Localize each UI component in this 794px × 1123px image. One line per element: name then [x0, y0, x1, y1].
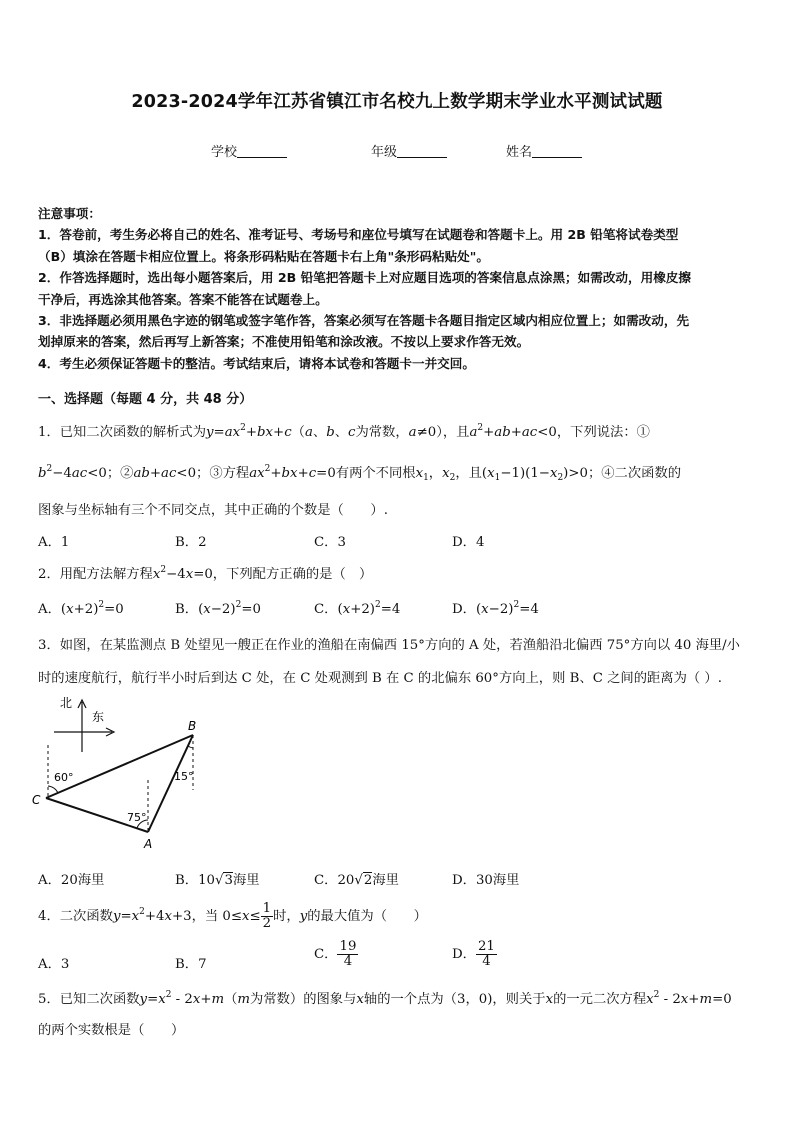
- notice-line: 4．考生必须保证答题卡的整洁。考试结束后，请将本试卷和答题卡一并交回。: [38, 355, 475, 371]
- section-heading: 一、选择题（每题 4 分，共 48 分）: [38, 392, 253, 407]
- q3-figure: [30, 690, 210, 855]
- angle-60-label: 60°: [54, 771, 74, 784]
- school-field: [211, 141, 287, 160]
- name-field: [506, 141, 582, 160]
- school-blank: [237, 145, 287, 158]
- q2-option-a: A．$(x+2)^2=0$: [38, 600, 124, 617]
- q3-option-d: D．30海里: [452, 873, 520, 888]
- fraction-one-half: $\frac{1}{2}$: [262, 901, 272, 931]
- notice-line: 2．作答选择题时，选出每小题答案后，用 2B 铅笔把答题卡上对应题目选项的答案信息点涂黑；如需改动，用橡皮擦: [38, 270, 691, 286]
- grade-label: 年级: [371, 145, 398, 160]
- notice-line: 3．非选择题必须用黑色字迹的钢笔或签字笔作答，答案必须写在答题卡各题目指定区域内相应位置上；如需改动，先: [38, 313, 690, 329]
- q3-line-1: 3．如图，在某监测点 B 处望见一艘正在作业的渔船在南偏西 15°方向的 A 处，若渔船沿北偏西 75°方向以 40 海里/小: [38, 638, 740, 653]
- q2-option-d: D．$(x-2)^2=4$: [452, 600, 539, 617]
- angle-75-label: 75°: [127, 811, 147, 824]
- point-b-label: B: [188, 719, 197, 733]
- notice-line: （B）填涂在答题卡相应位置上。将条形码粘贴在答题卡右上角"条形码粘贴处"。: [38, 248, 489, 264]
- angle-15-label: 15°: [174, 770, 194, 783]
- name-blank: [532, 145, 582, 158]
- notice-line: 干净后，再选涂其他答案。答案不能答在试题卷上。: [38, 291, 328, 307]
- q4-option-d: D． $\frac{21}{4}$: [452, 939, 495, 969]
- q3-line-2: 时的速度航行，航行半小时后到达 C 处，在 C 处观测到 B 在 C 的北偏东 60°方向上，则 B、C 之间的距离为（ ）.: [38, 671, 722, 686]
- q5-line-2: 的两个实数根是（ ）: [38, 1023, 185, 1038]
- q4-option-c: C． $\frac{19}{4}$: [314, 939, 357, 969]
- q1-option-a: A．1: [38, 535, 70, 550]
- notice-block: [38, 203, 760, 374]
- grade-blank: [397, 145, 447, 158]
- q3-option-a: A．20海里: [38, 873, 105, 888]
- q1-line-3: 图象与坐标轴有三个不同交点，其中正确的个数是（ ）.: [38, 503, 388, 518]
- segment-cb: [46, 735, 193, 798]
- page-title: 2023-2024学年江苏省镇江市名校九上数学期末学业水平测试试题: [131, 92, 663, 112]
- grade-field: [371, 141, 447, 160]
- notice-line: 1．答卷前，考生务必将自己的姓名、准考证号、考场号和座位号填写在试题卷和答题卡上。用 2B 铅笔将试卷类型: [38, 227, 679, 243]
- q1-option-b: B．2: [175, 535, 207, 550]
- q1-line-2: $b^2-4ac<0$；②ab+ac<0；③方程$ax^2+bx+c=0$有两个不同根$x_1$，$x_2$，且$(x_1-1)(1-x_2)>0$；④二次函数的: [38, 464, 682, 483]
- q2-option-c: C．$(x+2)^2=4$: [314, 600, 401, 617]
- point-c-label: C: [32, 793, 41, 807]
- notice-line: 划掉原来的答案，然后再写上新答案；不准使用铅笔和涂改液。不按以上要求作答无效。: [38, 334, 530, 350]
- q3-option-c: C．20√2海里: [314, 873, 399, 888]
- q4-stem: 4．二次函数$y=x^2+4x+3$，当 0≤x≤ $\frac{1}{2}$ 时，y的最大值为（ ）: [38, 901, 427, 931]
- q4-option-a: A．3: [38, 957, 70, 972]
- notice-heading: 注意事项：: [38, 206, 101, 221]
- angle-arc-b: [188, 746, 193, 748]
- school-label: 学校: [211, 145, 238, 160]
- q2-option-b: B．$(x-2)^2=0$: [175, 600, 261, 617]
- name-label: 姓名: [506, 145, 533, 160]
- point-a-label: A: [144, 837, 153, 851]
- q3-option-b: B．10√3海里: [175, 873, 260, 888]
- q4-option-b: B．7: [175, 957, 207, 972]
- q2-stem: 2．用配方法解方程$x^2-4x=0$，下列配方正确的是（ ）: [38, 565, 373, 582]
- q5-line-1: 5．已知二次函数$y=x^2 - 2x+m(m$为常数）的图象与x轴的一个点为（3，0)，则关于x的一元二次方程$x^2 - 2x+m=0$: [38, 990, 732, 1007]
- segment-ba: [148, 735, 193, 832]
- q1-line-1: 1．已知二次函数的解析式为$y=ax^2+bx+c(a$、b、c为常数，a≠0），且$a^2+ab+ac<0$，下列说法：①: [38, 423, 650, 440]
- angle-arc-c: [48, 786, 58, 793]
- north-label: 北: [60, 696, 73, 710]
- q1-option-d: D．4: [452, 535, 485, 550]
- q1-option-c: C．3: [314, 535, 346, 550]
- east-label: 东: [92, 710, 105, 724]
